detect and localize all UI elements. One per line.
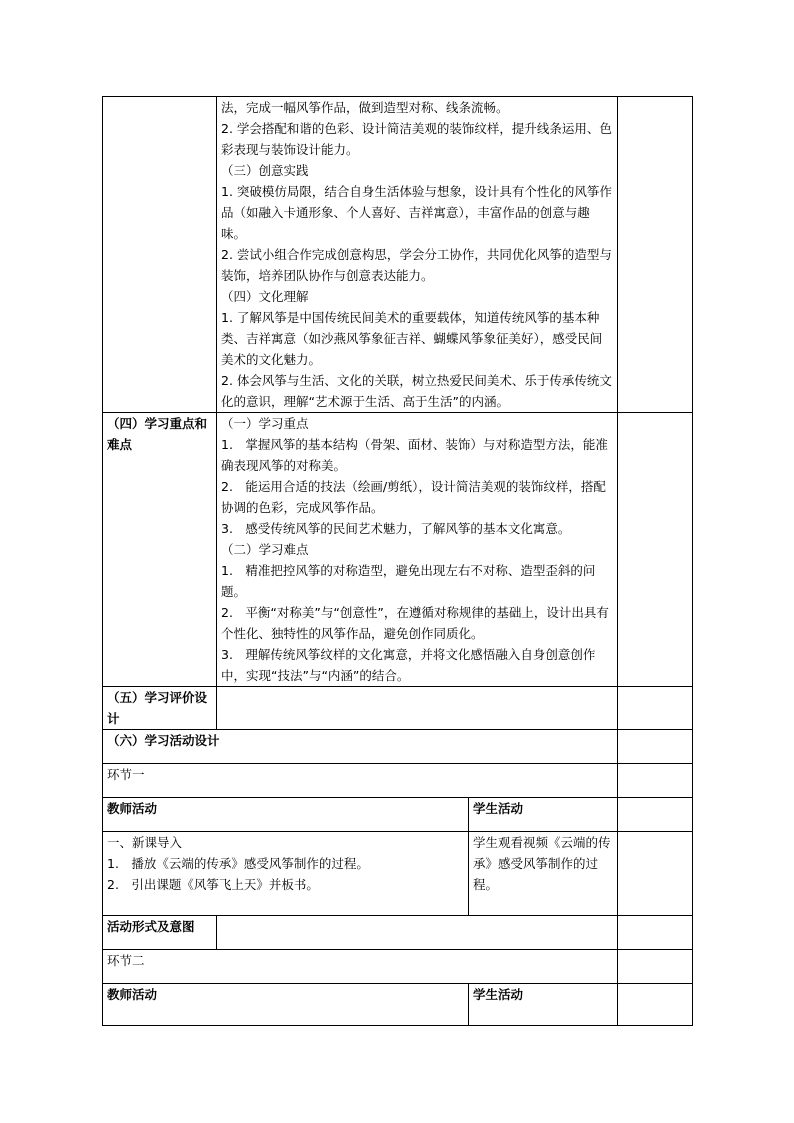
objectives-line: 2. 体会风筝与生活、文化的关联，树立热爱民间美术、乐于传承传统文化的意识，理解“艺术源于生活、高于生活”的内涵。 xyxy=(221,373,612,409)
stage1-student-text: 学生观看视频《云端的传承》感受风筝制作的过程。 xyxy=(473,835,611,892)
stage2-teacher-header: 教师活动 xyxy=(103,984,469,1026)
stage1-header-row xyxy=(103,798,693,832)
activity-design-row xyxy=(103,730,693,764)
keypoints-heading: （二）学习难点 xyxy=(221,542,309,557)
objectives-line: 1. 了解风筝是中国传统民间美术的重要载体，知道传统风筝的基本种类、吉祥寓意（如沙燕风筝象征吉祥、蝴蝶风筝象征美好），感受民间美术的文化魅力。 xyxy=(221,310,603,367)
keypoints-row xyxy=(103,413,693,687)
evaluation-label: （五）学习评价设计 xyxy=(103,687,217,730)
stage1-teacher-cell xyxy=(103,832,469,916)
stage2-header-row xyxy=(103,984,693,1026)
keypoints-line: 3. 理解传统风筝纹样的文化寓意，并将文化感悟融入自身创意创作中，实现“技法”与“内涵”的结合。 xyxy=(221,647,596,683)
stage1-header-extra-cell xyxy=(618,798,693,832)
objectives-label-cell xyxy=(103,97,217,413)
keypoints-heading: （一）学习重点 xyxy=(221,416,309,431)
stage1-label: 环节一 xyxy=(103,764,618,798)
keypoints-line: 1. 掌握风筝的基本结构（骨架、面材、装饰）与对称造型方法，能准确表现风筝的对称美。 xyxy=(221,437,608,473)
stage1-row xyxy=(103,764,693,798)
stage1-teacher-header: 教师活动 xyxy=(103,798,469,832)
stage1-extra-cell xyxy=(618,764,693,798)
stage2-extra-cell xyxy=(618,950,693,984)
keypoints-extra-cell xyxy=(618,413,693,687)
stage1-form-content-cell xyxy=(217,916,618,950)
keypoints-label: （四）学习重点和难点 xyxy=(103,413,217,687)
objectives-line: 法，完成一幅风筝作品，做到造型对称、线条流畅。 xyxy=(221,100,509,115)
stage2-label: 环节二 xyxy=(103,950,618,984)
stage1-teacher-line: 一、新课导入 xyxy=(107,835,183,850)
evaluation-row xyxy=(103,687,693,730)
stage1-form-label: 活动形式及意图 xyxy=(103,916,217,950)
stage1-form-extra-cell xyxy=(618,916,693,950)
keypoints-line: 2. 平衡“对称美”与“创意性”，在遵循对称规律的基础上，设计出具有个性化、独特性的风筝作品，避免创作同质化。 xyxy=(221,605,609,641)
objectives-content-cell xyxy=(217,97,618,413)
keypoints-content-cell xyxy=(217,413,618,687)
lesson-plan-table xyxy=(102,96,693,1026)
keypoints-line: 1. 精准把控风筝的对称造型，避免出现左右不对称、造型歪斜的问题。 xyxy=(221,563,596,599)
objectives-line: 2. 学会搭配和谐的色彩、设计简洁美观的装饰纹样，提升线条运用、色彩表现与装饰设计能力。 xyxy=(221,121,612,157)
objectives-line: 1. 突破模仿局限，结合自身生活体验与想象，设计具有个性化的风筝作品（如融入卡通形象、个人喜好、吉祥寓意），丰富作品的创意与趣味。 xyxy=(221,184,612,241)
keypoints-line: 2. 能运用合适的技法（绘画/剪纸），设计简洁美观的装饰纹样，搭配协调的色彩，完成风筝作品。 xyxy=(221,479,606,515)
activity-design-label: （六）学习活动设计 xyxy=(103,730,618,764)
stage1-content-row xyxy=(103,832,693,916)
stage1-teacher-line: 2. 引出课题《风筝飞上天》并板书。 xyxy=(107,877,319,892)
objectives-line: 2. 尝试小组合作完成创意构思，学会分工协作，共同优化风筝的造型与装饰，培养团队协作与创意表达能力。 xyxy=(221,247,612,283)
evaluation-content-cell xyxy=(217,687,618,730)
stage2-header-extra-cell xyxy=(618,984,693,1026)
objectives-extra-cell xyxy=(618,97,693,413)
evaluation-extra-cell xyxy=(618,687,693,730)
stage1-form-row xyxy=(103,916,693,950)
objectives-heading: （三）创意实践 xyxy=(221,163,309,178)
objectives-row xyxy=(103,97,693,413)
stage1-student-cell xyxy=(469,832,618,916)
stage1-student-header: 学生活动 xyxy=(469,798,618,832)
objectives-heading: （四）文化理解 xyxy=(221,289,309,304)
keypoints-line: 3. 感受传统风筝的民间艺术魅力，了解风筝的基本文化寓意。 xyxy=(221,521,571,536)
stage2-student-header: 学生活动 xyxy=(469,984,618,1026)
stage1-content-extra-cell xyxy=(618,832,693,916)
activity-design-extra-cell xyxy=(618,730,693,764)
stage2-row xyxy=(103,950,693,984)
stage1-teacher-line: 1. 播放《云端的传承》感受风筝制作的过程。 xyxy=(107,856,369,871)
